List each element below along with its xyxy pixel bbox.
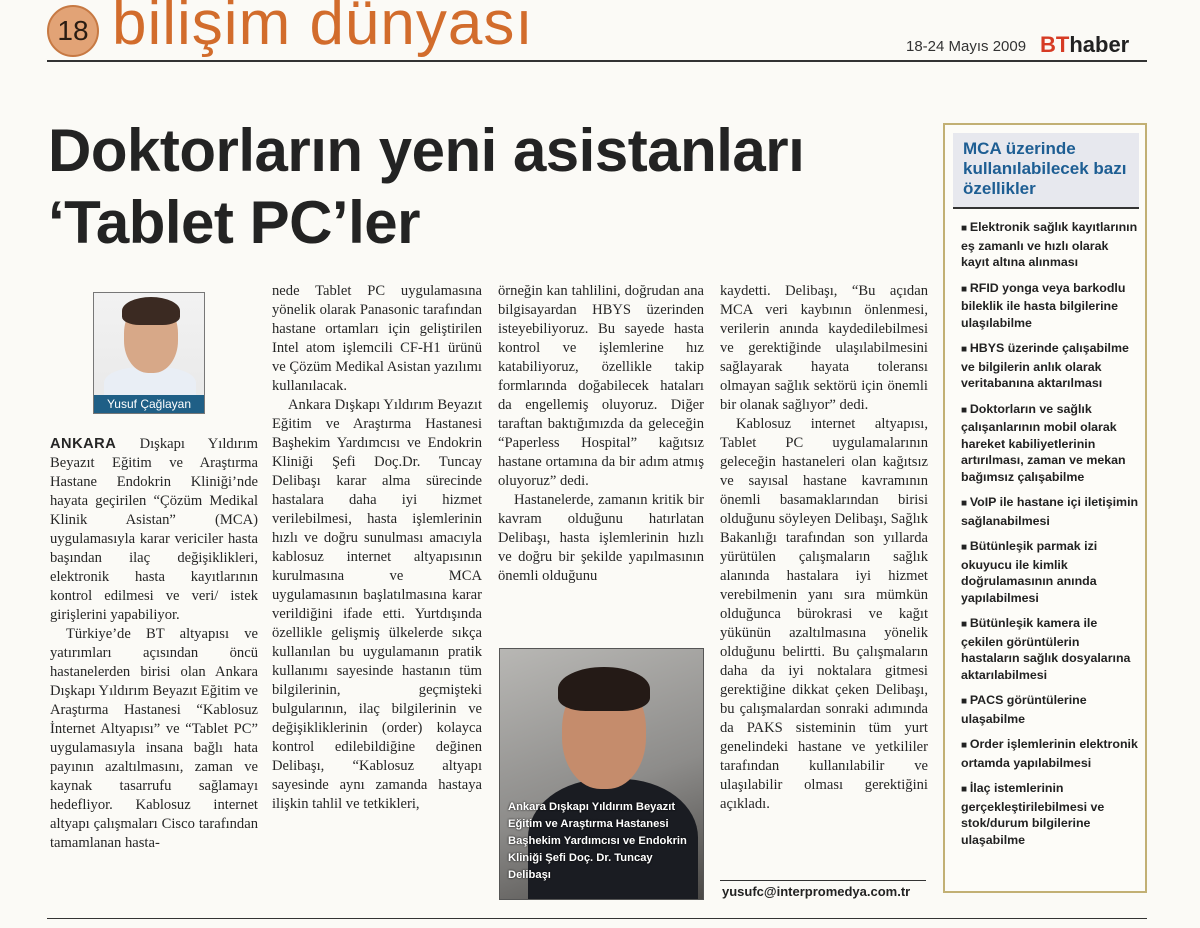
feature-item: ■ Order işlemlerinin elektronik ortamda yapılabilmesi [961,736,1139,771]
feature-item: ■ Elektronik sağlık kayıtlarının eş zamanlı ve hızlı olarak kayıt altına alınması [961,219,1139,271]
section-title: bilişim dünyası [112,0,534,58]
article-column-2 [272,282,482,814]
dateline: ANKARA [50,436,117,452]
headline-line-1: Doktorların yeni asistanları [48,117,805,184]
photo-hair [558,667,650,711]
email-rule [720,880,926,881]
feature-item: ■ Bütünleşik parmak izi okuyucu ile kimlik doğrulamasının anında yapılabilmesi [961,538,1139,606]
header-rule [47,60,1147,62]
sidebar-title: MCA üzerinde kullanılabilecek bazı özellikler [953,133,1139,209]
column-1-paragraph-2: Türkiye’de BT altyapısı ve yatırımları açısından öncü hastanelerden birisi olan Ankara Dışkapı Yıldırım Beyazıt Eğitim ve Araştırma Hastanesi “Kablosuz İnternet Altyapısı” ve “Tablet PC” uygulamasıyla insana bağlı hata payının azaltılmasını, zaman ve kaynak tasarrufu sağlamayı hedefliyor. Kablosuz internet altyapı çalışmaları Cisco tarafından tamamlanan hasta- [50,626,258,851]
author-photo-caption: Yusuf Çağlayan [94,395,204,413]
issue-date: 18-24 Mayıs 2009 [906,38,1027,55]
page-number-badge: 18 [47,5,99,57]
footer-rule [47,918,1147,919]
features-sidebar [943,123,1147,893]
photo-hair [122,297,180,325]
article-column-4 [720,282,928,814]
feature-item: ■ VoIP ile hastane içi iletişimin sağlanabilmesi [961,494,1139,529]
feature-item: ■ İlaç istemlerinin gerçekleştirilebilmesi ve stok/durum bilgilerine ulaşabilme [961,780,1139,848]
feature-item: ■ PACS görüntülerine ulaşabilme [961,692,1139,727]
interviewee-photo [499,648,704,900]
author-photo [93,292,205,414]
feature-item: ■ HBYS üzerinde çalışabilme ve bilgilerin anlık olarak veritabanına aktarılması [961,340,1139,392]
interviewee-photo-caption: Ankara Dışkapı Yıldırım Beyazıt Eğitim ve Araştırma Hastanesi Başhekim Yardımcısı ve Endokrin Kliniği Şefi Doç. Dr. Tuncay Delibaşı [508,801,687,881]
column-1-paragraph-1-text: Dışkapı Yıldırım Beyazıt Eğitim ve Araştırma Hastane Endokrin Kliniği’nde hayata geçirilen “Çözüm Medikal Klinik Asistan” (MCA) uygulamasıyla karar vericiler hasta başından ilaç değişiklikleri, elektronik hasta kayıtlarının kontrol edilmesi ve veri/ istek girişlerini yapabiliyor. [50,436,258,623]
column-2-paragraph-2: Ankara Dışkapı Yıldırım Beyazıt Eğitim ve Araştırma Hastanesi Başhekim Yardımcısı ve Endokrin Kliniği Şefi Doç.Dr. Tuncay Delibaşı karar alma sürecinde hastalara daha iyi hizmet verilebilmesi, hasta işlemlerinin hızlı ve doğru sunulması amacıyla kablosuz internet altyapısının kurulmasına ve MCA uygulamasının başlatılmasına karar verildiğini ifade etti. Yurtdışında özellikle gelişmiş ülkelerde sıkça kullanılan bu uygulamanın pratik kullanımı sayesinde hastanın tüm bilgilerinin, geçmişteki bulgularının, ilaç bilgilerinin ve değişikliklerinin (order) kolayca kontrol edilebildiğine değinen Delibaşı, “Kablosuz altyapı sayesinde aynı zamanda hastaya ilişkin tahlil ve tetkikleri, [272,397,482,812]
column-1-paragraph-1 [50,435,258,625]
author-email: yusufc@interpromedya.com.tr [722,884,911,899]
feature-item: ■ RFID yonga veya barkodlu bileklik ile hasta bilgilerine ulaşılabilme [961,280,1139,332]
brand-logo-bt: BT [1040,32,1070,57]
brand-logo-rest: haber [1069,32,1130,57]
brand-logo [1040,32,1129,58]
column-3-paragraph-1: örneğin kan tahlilini, doğrudan ana bilgisayardan HBYS üzerinden isteyebiliyoruz. Bu sayede hasta kontrol ve işlemlerine hız katabiliyoruz, özellikle takip formlarında doğabilecek hataları da engellemiş oluyoruz. Diğer taraftan baktığımızda da geleceğin “Paperless Hospital” kağıtsız hastane ortamına da bir adım atmış oluyoruz” dedi. [498,283,704,489]
headline-line-2: ‘Tablet PC’ler [48,189,420,256]
feature-item: ■ Bütünleşik kamera ile çekilen görüntülerin hastaların sağlık dosyalarına aktarılabilmesi [961,615,1139,683]
column-4-paragraph-2: Kablosuz internet altyapısı, Tablet PC uygulamalarının geleceğin hastaneleri olan kağıtsız ve sayısal hastane kavramının önemli basamaklarından birisi olduğunu söyleyen Delibaşı, Sağlık Bakanlığı tarafından son yıllarda yürütülen çalışmaların sağlık alanında hastalara iyi hizmet verebilmenin yanı sıra mümkün olduğunca bürokrasi ve kağıt yükünün azaltılmasına yönelik olduğunu belirtti. Bu çalışmaların daha da iyi noktalara gitmesi gerektiğine dikkat çeken Delibaşı, bu çalışmalardan sonraki adımında da PAKS sisteminin tüm yurt genelindeki hastane ve yetkililer tarafından kullanılabilir ve ulaşılabilir olması gerektiğini açıkladı. [720,416,928,812]
article-column-1 [50,435,258,853]
column-3-paragraph-2: Hastanelerde, zamanın kritik bir kavram olduğunu hatırlatan Delibaşı, hasta işlemlerinin hızlı ve doğru bir şekilde yapılmasının önemli olduğunu [498,492,704,584]
column-4-paragraph-1: kaydetti. Delibaşı, “Bu açıdan MCA veri kaybının önlenmesi, verilerin anında kaydedilebilmesi ve gerektiğinde ulaşılabilmesini sağlayarak hayata toleransı olmayan sağlık sektörü için önemli bir olanak sağlıyor” dedi. [720,283,928,413]
article-column-3 [498,282,704,586]
features-list [961,219,1139,857]
feature-item: ■ Doktorların ve sağlık çalışanlarının mobil olarak hareket kabiliyetlerinin artırılması, zaman ve mekan bağımsız çalışabilme [961,401,1139,486]
article-headline [48,115,898,259]
column-2-paragraph-1: nede Tablet PC uygulamasına yönelik olarak Panasonic tarafından hastane ortamları için geliştirilen Intel atom işlemcili CF-H1 ürünü ve Çözüm Medikal Asistan yazılımı kullanılacak. [272,283,482,394]
